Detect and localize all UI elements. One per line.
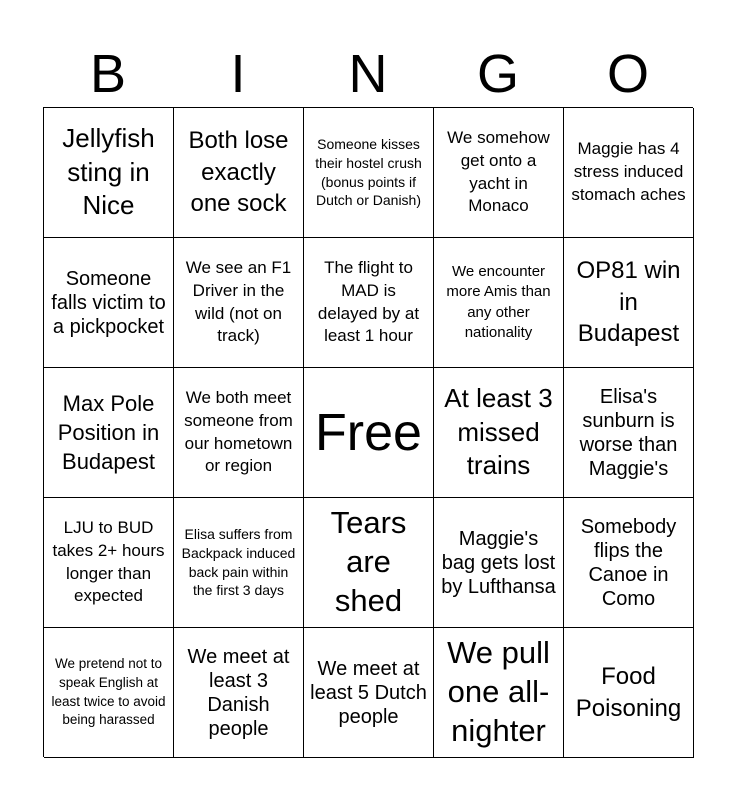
bingo-cell[interactable] [44,628,174,758]
cell-text: We somehow get onto a yacht in Monaco [447,127,550,216]
header-letter-n: N [348,44,388,104]
cell-text: Free [315,403,422,462]
bingo-cell[interactable] [174,108,304,238]
bingo-cell[interactable] [44,498,174,628]
cell-text: Jellyfish sting in Nice [62,122,155,221]
cell-text: Tears are shed [330,505,407,618]
bingo-cell[interactable] [44,368,174,498]
cell-text: Someone falls victim to a pickpocket [51,267,166,338]
cell-text: Maggie's bag gets lost by Lufthansa [441,527,556,598]
bingo-cell[interactable] [434,108,564,238]
bingo-cell[interactable] [174,238,304,368]
bingo-cell[interactable] [44,108,174,238]
bingo-cell[interactable] [434,628,564,758]
cell-text: We encounter more Amis than any other nationality [446,263,551,341]
bingo-cell[interactable] [564,498,694,628]
header-letter-o: O [606,44,649,104]
bingo-header [43,40,693,108]
cell-text: We pull one all-nighter [447,635,550,748]
cell-text: Elisa's sunburn is worse than Maggie's [579,385,678,480]
cell-text: We pretend not to speak English at least twice to avoid being harassed [51,655,166,728]
header-letter-i: I [230,44,246,104]
bingo-cell[interactable] [304,108,434,238]
bingo-cell[interactable] [304,498,434,628]
cell-text: Food Poisoning [575,662,682,722]
bingo-cell[interactable] [304,238,434,368]
cell-text: We meet at least 3 Danish people [187,645,290,740]
header-letter-b: B [89,44,127,104]
bingo-cell[interactable] [564,628,694,758]
cell-text: The flight to MAD is delayed by at least 1 hour [317,257,420,346]
bingo-cell[interactable] [434,498,564,628]
cell-text: Somebody flips the Canoe in Como [580,515,677,610]
bingo-grid [43,107,693,757]
bingo-cell[interactable] [434,238,564,368]
cell-text: Max Pole Position in Budapest [57,390,160,475]
cell-text: At least 3 missed trains [444,382,553,481]
free-space[interactable] [304,368,434,498]
header-letter-g: G [476,44,519,104]
cell-text: Maggie has 4 stress induced stomach aches [571,139,686,204]
cell-text: Someone kisses their hostel crush (bonus points if Dutch or Danish) [315,135,422,209]
cell-text: OP81 win in Budapest [576,256,681,348]
cell-text: Elisa suffers from Backpack induced back pain within the first 3 days [181,525,296,599]
bingo-cell[interactable] [174,368,304,498]
bingo-cell[interactable] [564,368,694,498]
cell-text: We see an F1 Driver in the wild (not on track) [185,257,292,346]
bingo-cell[interactable] [564,108,694,238]
bingo-cell[interactable] [564,238,694,368]
bingo-cell[interactable] [174,498,304,628]
bingo-cell[interactable] [174,628,304,758]
cell-text: Both lose exactly one sock [188,126,289,218]
cell-text: We meet at least 5 Dutch people [310,657,427,728]
bingo-cell[interactable] [44,238,174,368]
cell-text: We both meet someone from our hometown or region [184,387,293,476]
bingo-cell[interactable] [304,628,434,758]
bingo-cell[interactable] [434,368,564,498]
cell-text: LJU to BUD takes 2+ hours longer than expected [52,517,165,606]
